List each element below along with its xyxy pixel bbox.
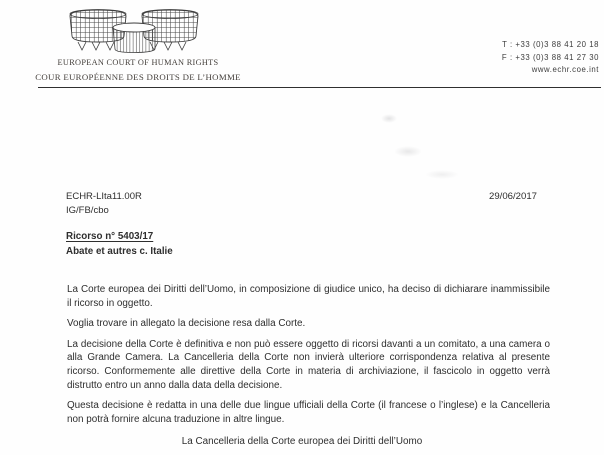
reference-block (66, 190, 142, 217)
body-paragraph: Voglia trovare in allegato la decisione resa dalla Corte. (67, 318, 306, 330)
closing-line: La Cancelleria della Corte europea dei Diritti dell’Uomo (181, 436, 423, 447)
org-name-fr: COUR EUROPÉENNE DES DROITS DE L’HOMME (35, 72, 241, 82)
doc-code: ECHR-LIta11.00R (66, 191, 142, 202)
drafter-initials: IG/FB/cbo (66, 204, 109, 216)
letter-body (67, 283, 550, 433)
scan-smudge (425, 170, 459, 179)
body-paragraph: La decisione della Corte è definitiva e non può essere oggetto di ricorsi davanti a un comitato, a una camera o alla Grande Camera. La Cancelleria della Corte non invierà ulteriore corrispondenza relativa al presente ricorso. Conformemente alle direttive della Corte in materia di archiviazione, il fascicolo in oggetto verrà distrutto entro un anno dalla data della decisione. (67, 338, 550, 391)
fax-line: F : +33 (0)3 88 41 27 30 (501, 52, 599, 62)
org-name-en: EUROPEAN COURT OF HUMAN RIGHTS (57, 58, 219, 67)
subject-block (66, 230, 173, 259)
body-paragraph: La Corte europea dei Diritti dell’Uomo, in composizione di giudice unico, ha deciso di dichiarare inammissibile il ricorso in oggetto. (67, 284, 550, 309)
letter-date: 29/06/2017 (489, 191, 538, 202)
case-name: Abate et autres c. Italie (66, 245, 173, 257)
website-line: www.echr.coe.int (531, 65, 599, 74)
contact-block (502, 39, 599, 77)
scan-smudge (394, 146, 422, 157)
case-number: Ricorso n° 5403/17 (66, 231, 154, 242)
header-rule (38, 87, 601, 88)
echr-building-logo (62, 7, 207, 60)
org-names (28, 56, 248, 84)
body-paragraph: Questa decisione è redatta in una delle due lingue ufficiali della Corte (il francese o l’inglese) e la Cancelleria non potrà fornire alcuna traduzione in altre lingue. (67, 400, 550, 425)
phone-line: T : +33 (0)3 88 41 20 18 (502, 40, 599, 49)
scan-smudge (381, 114, 397, 123)
